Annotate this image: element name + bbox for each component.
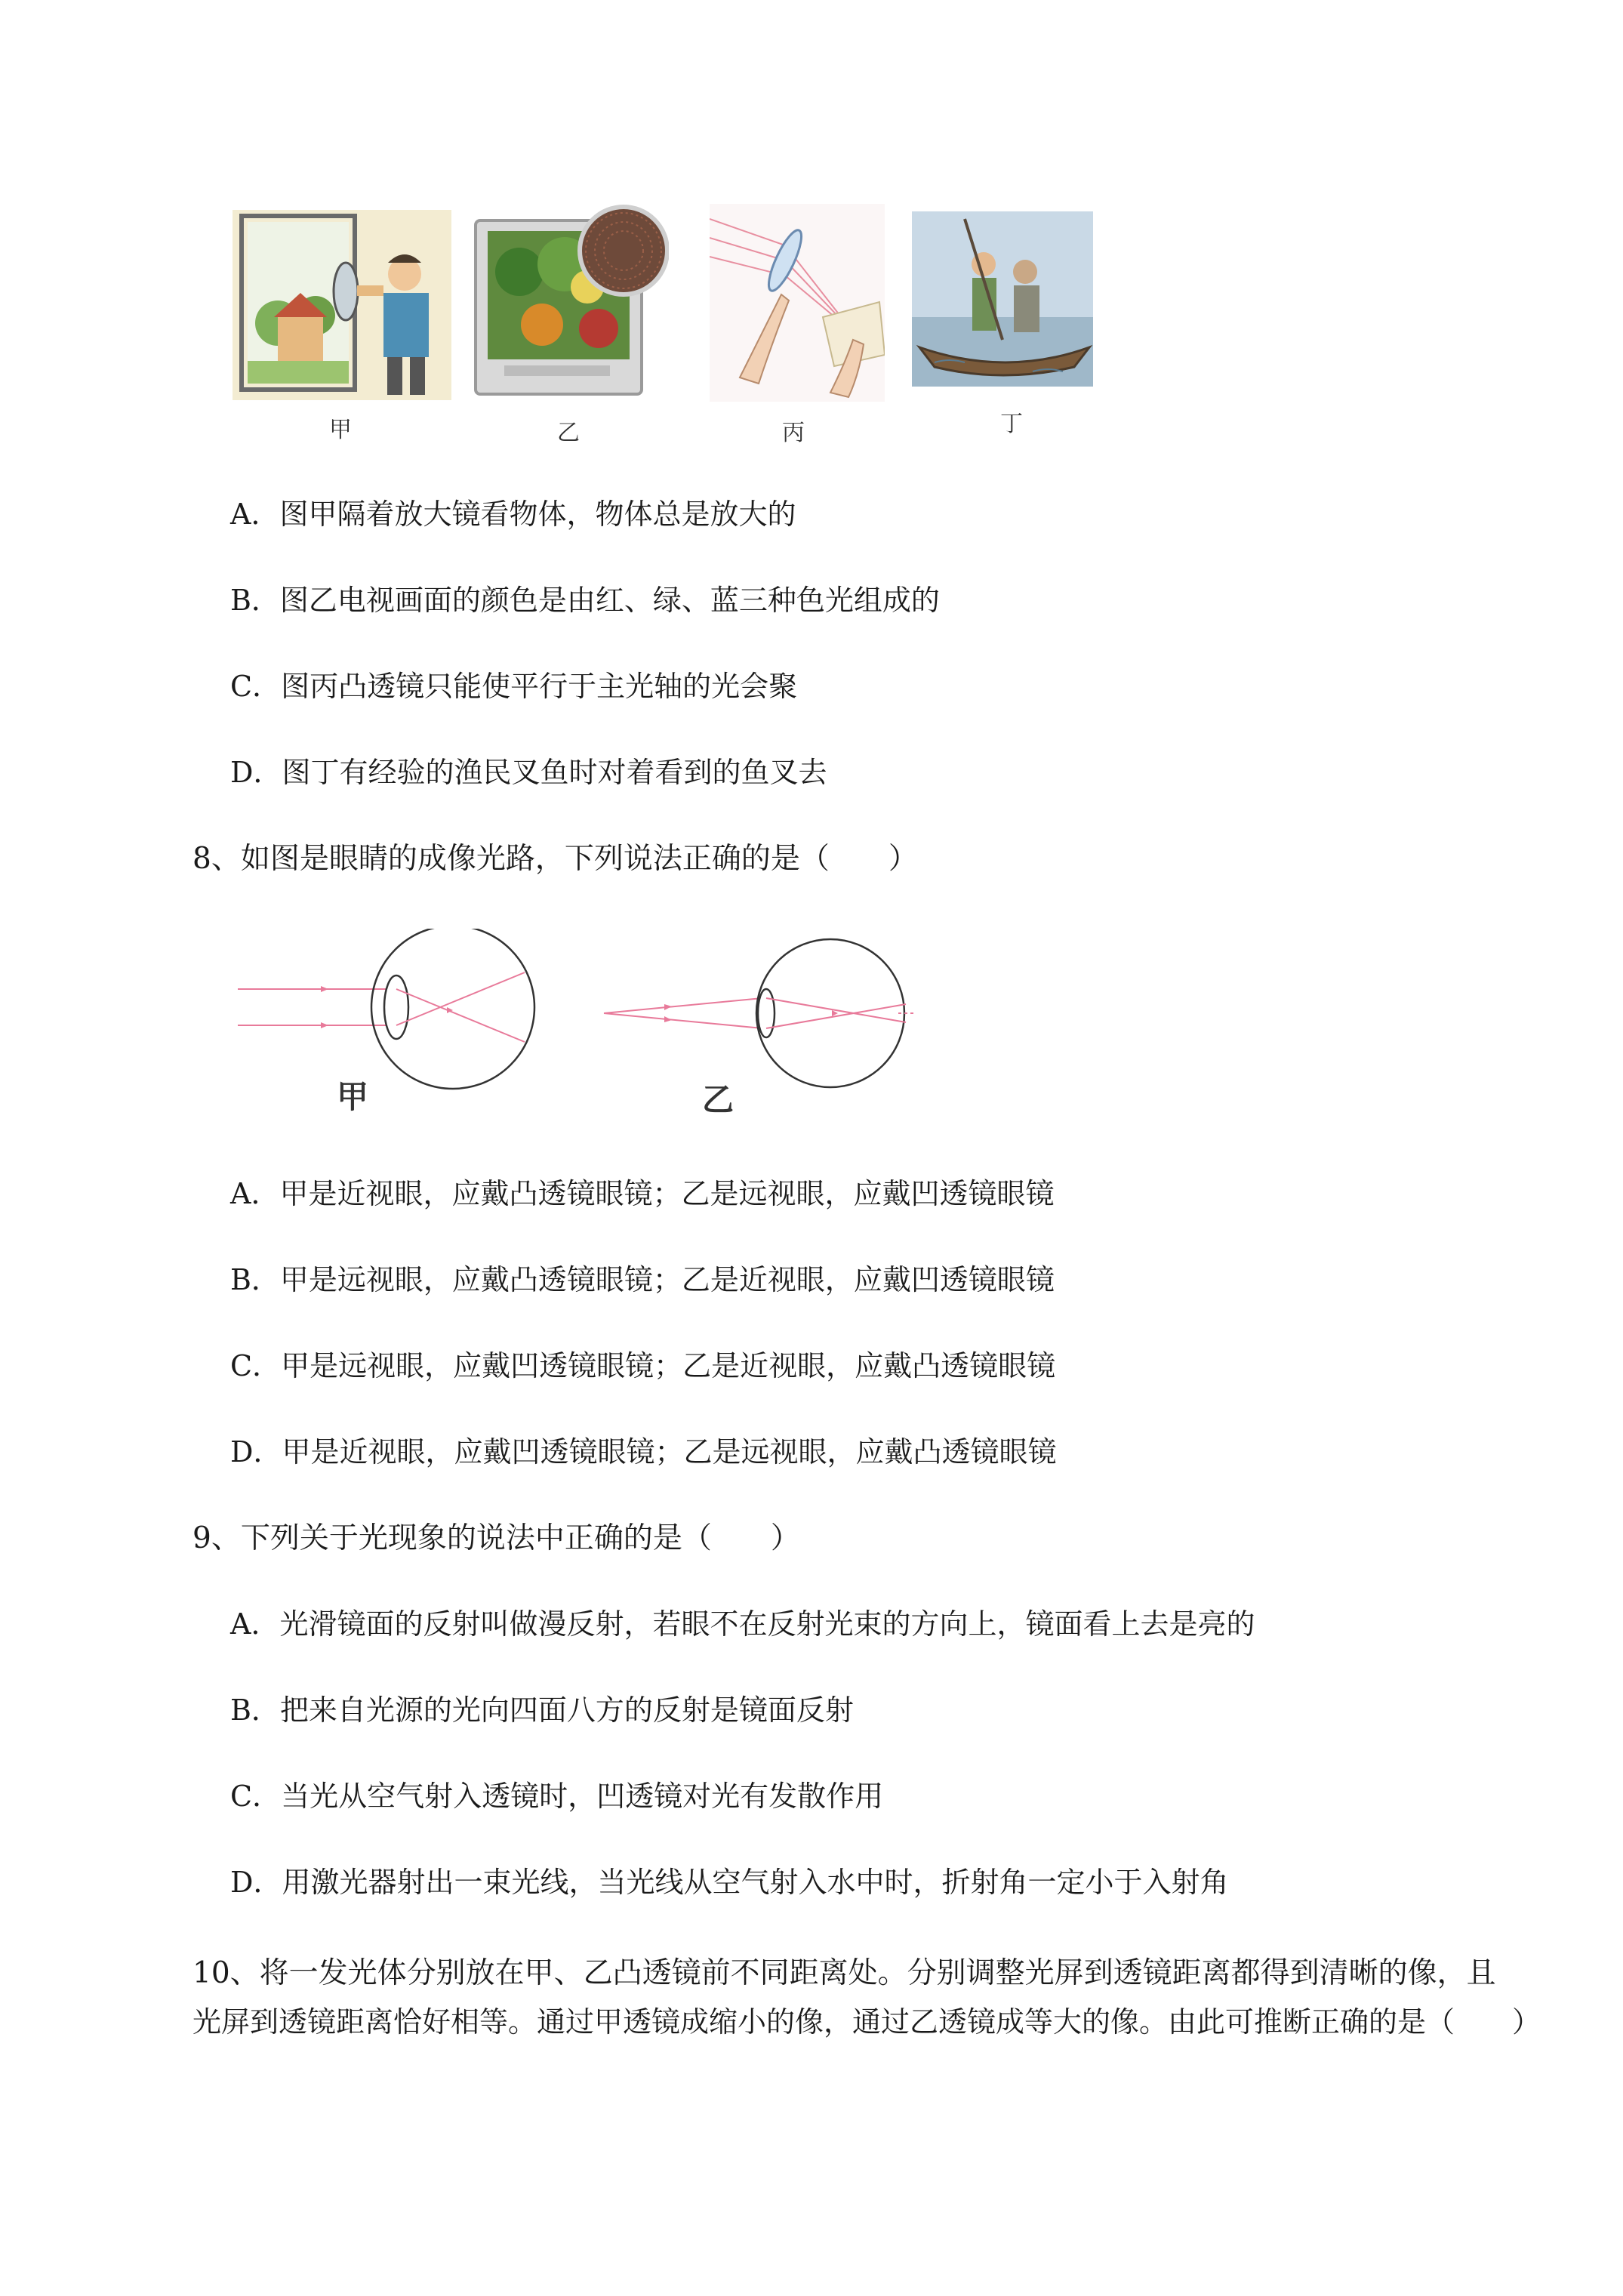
figure-caption-yi: 乙 [557,420,580,446]
q7-option-d: D．图丁有经验的渔民叉鱼时对着看到的鱼叉去 [230,756,827,789]
eye-caption-jia: 甲 [337,1078,369,1115]
q7-option-a: A．图甲隔着放大镜看物体，物体总是放大的 [230,498,796,531]
q8-option-d: D．甲是近视眼，应戴凹透镜眼镜；乙是远视眼，应戴凸透镜眼镜 [230,1435,1057,1469]
q9-option-c: C．当光从空气射入透镜时，凹透镜对光有发散作用 [230,1780,884,1813]
q7-option-c: C．图丙凸透镜只能使平行于主光轴的光会聚 [230,670,798,703]
q10-stem-line1: 10、将一发光体分别放在甲、乙凸透镜前不同距离处。分别调整光屏到透镜距离都得到清晰的像，且 [192,1956,1496,1990]
q9-stem: 9、下列关于光现象的说法中正确的是（ ） [192,1521,800,1555]
q10-stem-line2: 光屏到透镜距离恰好相等。通过甲透镜成缩小的像，通过乙透镜成等大的像。由此可推断正确的是（ ） [192,2005,1541,2039]
q9-option-d: D．用激光器射出一束光线，当光线从空气射入水中时，折射角一定小于入射角 [230,1866,1229,1899]
figure-yi-television [474,204,669,402]
q7-option-b: B．图乙电视画面的颜色是由红、绿、蓝三种色光组成的 [230,584,940,617]
figure-jia-magnifier [233,210,451,400]
q8-option-c: C．甲是远视眼，应戴凹透镜眼镜；乙是近视眼，应戴凸透镜眼镜 [230,1349,1056,1382]
figure-ding-fishing [912,211,1093,387]
q8-option-a: A．甲是近视眼，应戴凸透镜眼镜；乙是远视眼，应戴凹透镜眼镜 [230,1177,1055,1210]
q8-stem: 8、如图是眼睛的成像光路，下列说法正确的是（ ） [192,842,918,876]
eye-caption-yi: 乙 [702,1081,735,1118]
q9-option-b: B．把来自光源的光向四面八方的反射是镜面反射 [230,1693,854,1727]
q9-option-a: A．光滑镜面的反射叫做漫反射，若眼不在反射光束的方向上，镜面看上去是亮的 [230,1607,1255,1641]
eye-yi [604,939,913,1087]
figure-eye-diagrams [234,929,913,1117]
figure-bing-convex-lens [710,204,885,402]
figure-caption-bing: 丙 [782,420,805,446]
q8-option-b: B．甲是远视眼，应戴凸透镜眼镜；乙是近视眼，应戴凹透镜眼镜 [230,1263,1055,1296]
figure-caption-jia: 甲 [329,417,352,443]
eye-jia [238,929,534,1089]
figure-caption-ding: 丁 [1000,411,1023,437]
